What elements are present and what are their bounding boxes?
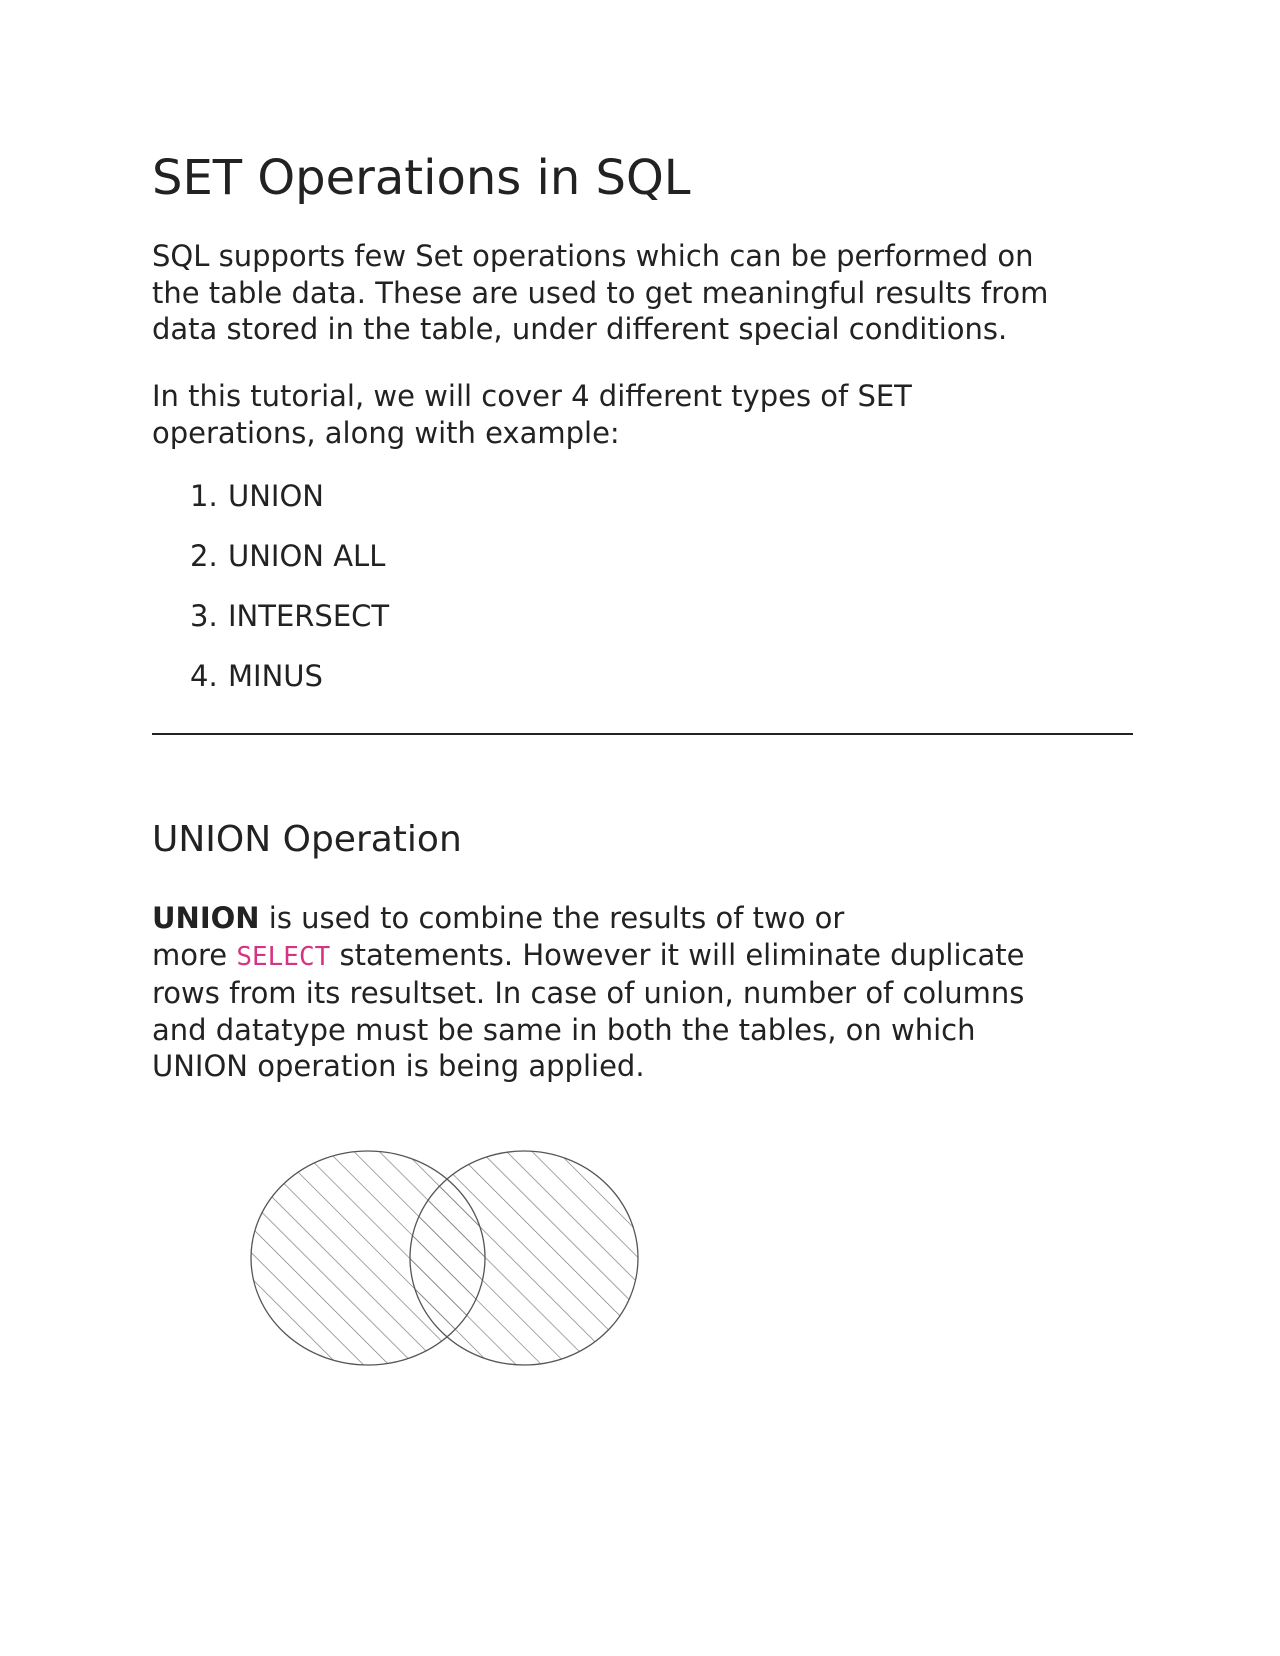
page-title: SET Operations in SQL <box>152 150 691 206</box>
operations-list <box>152 478 389 718</box>
list-item-number: 3. <box>190 599 218 633</box>
union-line-1: is used to combine the results of two or <box>259 901 845 935</box>
union-paragraph <box>152 900 1024 1085</box>
section-divider <box>152 733 1133 735</box>
union-line-5: UNION operation is being applied. <box>152 1049 645 1083</box>
list-item <box>152 478 389 538</box>
list-item-number: 4. <box>190 659 218 693</box>
list-item <box>152 598 389 658</box>
intro-paragraph <box>152 238 1048 348</box>
list-item-number: 1. <box>190 479 218 513</box>
list-item-label: UNION ALL <box>228 539 386 573</box>
union-line-2-pre: more <box>152 937 237 972</box>
intro-line-1: SQL supports few Set operations which can be performed on <box>152 239 1034 273</box>
list-item-number: 2. <box>190 539 218 573</box>
union-bold-term: UNION <box>152 901 260 935</box>
list-item-label: UNION <box>228 479 324 513</box>
tutorial-line-2: operations, along with example: <box>152 415 620 450</box>
list-item <box>152 658 389 718</box>
list-item-label: INTERSECT <box>228 599 390 633</box>
intro-line-2: the table data. These are used to get meaningful results from <box>152 275 1049 310</box>
union-venn-diagram <box>250 1150 644 1374</box>
union-heading: UNION Operation <box>152 819 462 860</box>
select-code-term: SELECT <box>236 941 331 972</box>
intro-line-3: data stored in the table, under different special conditions. <box>152 312 1008 346</box>
venn-set-b-fill <box>410 1151 638 1365</box>
union-line-4: and datatype must be same in both the tables, on which <box>152 1012 976 1047</box>
union-line-2-post: statements. However it will eliminate duplicate <box>330 937 1025 972</box>
list-item <box>152 538 389 598</box>
tutorial-paragraph <box>152 378 912 451</box>
tutorial-line-1: In this tutorial, we will cover 4 different types of SET <box>152 379 912 413</box>
union-line-3: rows from its resultset. In case of union, number of columns <box>152 976 1025 1010</box>
list-item-label: MINUS <box>228 659 323 693</box>
